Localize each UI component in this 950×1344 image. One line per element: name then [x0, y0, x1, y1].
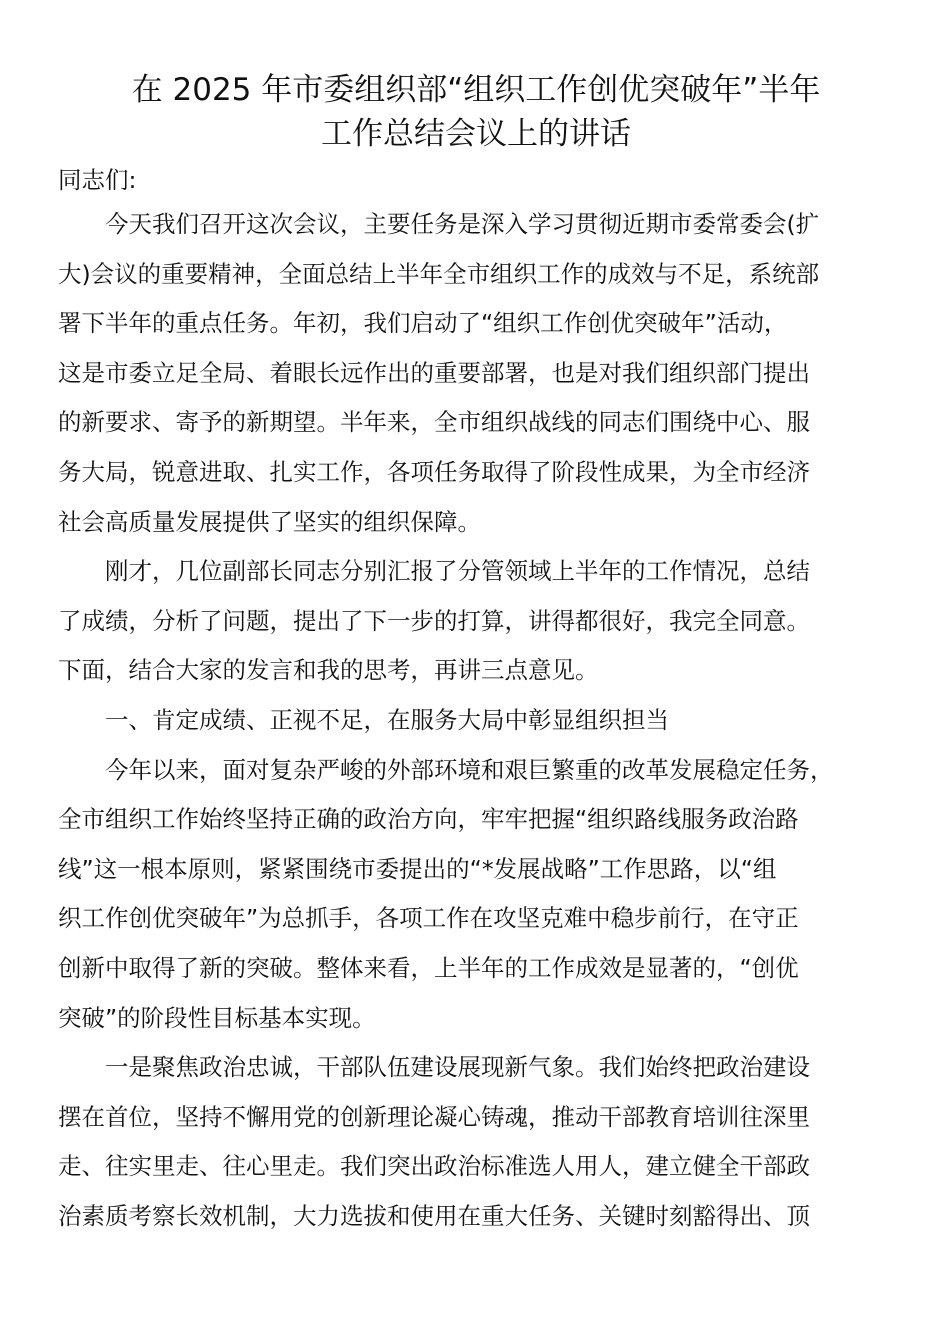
- document-page: [58, 68, 894, 1241]
- document-title: [58, 68, 894, 156]
- paragraph-line: 大)会议的重要精神，全面总结上半年全市组织工作的成效与不足，系统部: [58, 259, 820, 288]
- paragraph-line: 署下半年的重点任务。年初，我们启动了“组织工作创优突破年”活动，: [58, 309, 788, 338]
- paragraph-line: 线”这一根本原则，紧紧围绕市委提出的“*发展战略”工作思路，以“组: [58, 854, 777, 883]
- paragraph-line: 今年以来，面对复杂严峻的外部环境和艰巨繁重的改革发展稳定任务，: [105, 755, 834, 784]
- paragraph-3: [58, 746, 894, 1044]
- paragraph-line: 突破”的阶段性目标基本实现。: [58, 1003, 376, 1032]
- paragraph-line: 今天我们召开这次会议，主要任务是深入学习贯彻近期市委常委会(扩: [105, 210, 820, 238]
- paragraph-line: 全市组织工作始终坚持正确的政治方向，牢牢把握“组织路线服务政治路: [58, 805, 799, 834]
- paragraph-line: 治素质考察长效机制，大力选拔和使用在重大任务、关键时刻豁得出、顶: [58, 1201, 810, 1230]
- section-heading-1: [58, 696, 894, 746]
- paragraph-4: [58, 1043, 894, 1241]
- paragraph-line: 了成绩，分析了问题，提出了下一步的打算，讲得都很好，我完全同意。: [58, 606, 810, 635]
- paragraph-line: 摆在首位，坚持不懈用党的创新理论凝心铸魂，推动干部教育培训往深里: [58, 1102, 810, 1131]
- paragraph-line: 创新中取得了新的突破。整体来看，上半年的工作成效是显著的，“创优: [58, 953, 799, 982]
- title-line-1: 在 2025 年市委组织部“组织工作创优突破年”半年: [131, 72, 821, 108]
- paragraph-line: 走、往实里走、往心里走。我们突出政治标准选人用人，建立健全干部政: [58, 1152, 810, 1181]
- title-line-2: 工作总结会议上的讲话: [321, 116, 631, 152]
- paragraph-line: 这是市委立足全局、着眼长远作出的重要部署，也是对我们组织部门提出: [58, 358, 810, 387]
- paragraph-line: 织工作创优突破年”为总抓手，各项工作在攻坚克难中稳步前行，在守正: [58, 904, 799, 933]
- paragraph-line: 的新要求、寄予的新期望。半年来，全市组织战线的同志们围绕中心、服: [58, 408, 810, 437]
- paragraph-line: 一是聚焦政治忠诚，干部队伍建设展现新气象。我们始终把政治建设: [105, 1053, 810, 1082]
- paragraph-line: 务大局，锐意进取、扎实工作，各项任务取得了阶段性成果，为全市经济: [58, 457, 810, 486]
- document-body: [58, 160, 894, 1241]
- salutation: 同志们:: [58, 166, 137, 194]
- paragraph-line: 下面，结合大家的发言和我的思考，再讲三点意见。: [58, 656, 599, 685]
- paragraph-line: 社会高质量发展提供了坚实的组织保障。: [58, 507, 481, 536]
- paragraph-line: 刚才，几位副部长同志分别汇报了分管领域上半年的工作情况，总结: [105, 557, 810, 586]
- section-heading: 一、肯定成绩、正视不足，在服务大局中彰显组织担当: [105, 705, 669, 734]
- paragraph-1: [58, 200, 894, 547]
- paragraph-2: [58, 547, 894, 696]
